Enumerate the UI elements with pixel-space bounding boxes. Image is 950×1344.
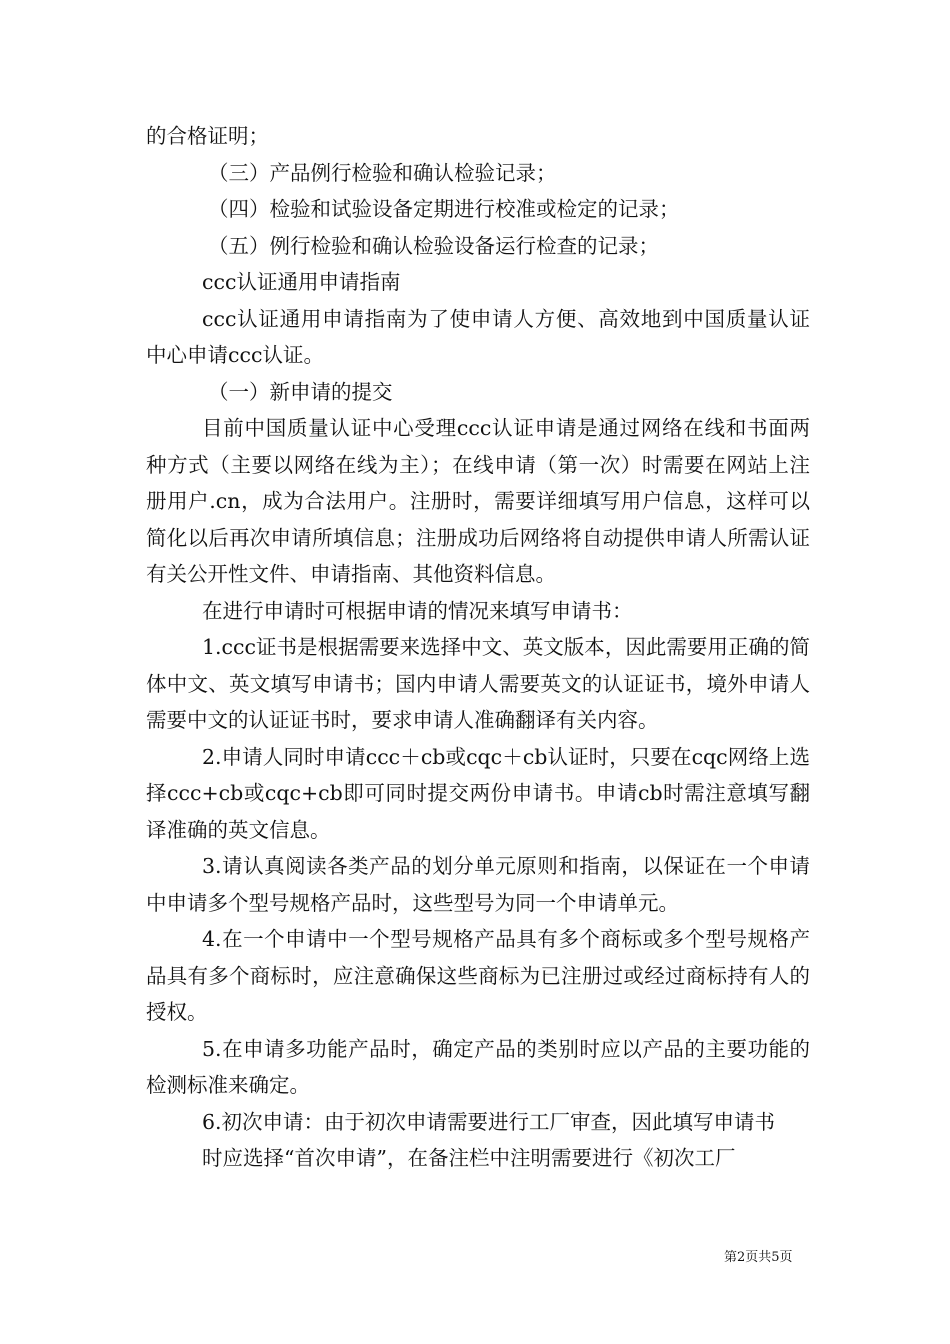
list-item: 5.在申请多功能产品时，确定产品的类别时应以产品的主要功能的检测标准来确定。 — [146, 1036, 810, 1097]
paragraph: （四）检验和试验设备定期进行校准或检定的记录； — [208, 197, 680, 221]
heading-text: ccc认证通用申请指南 — [202, 270, 401, 294]
paragraph: （五）例行检验和确认检验设备运行检查的记录； — [208, 233, 659, 258]
paragraph: ccc认证通用申请指南为了使申请人方便、高效地到中国质量认证中心申请ccc认证。 — [146, 306, 810, 367]
page-number: 第2页共5页 — [724, 1250, 793, 1265]
paragraph: 在进行申请时可根据申请的情况来填写申请书： — [202, 598, 633, 623]
list-item: 1.ccc证书是根据需要来选择中文、英文版本，因此需要用正确的简体中文、英文填写申请书；国内申请人需要英文的认证证书，境外申请人需要中文的认证证书时，要求申请人准确翻译有关内容。 — [146, 635, 810, 732]
paragraph: （三）产品例行检验和确认检验记录； — [208, 160, 557, 185]
paragraph: 时应选择“首次申请”，在备注栏中注明需要进行《初次工厂 — [202, 1146, 736, 1170]
list-item: 3.请认真阅读各类产品的划分单元原则和指南，以保证在一个申请中申请多个型号规格产品时，这些型号为同一个申请单元。 — [146, 854, 810, 915]
subheading-text: （一）新申请的提交 — [208, 379, 393, 404]
list-item: 6.初次申请：由于初次申请需要进行工厂审查，因此填写申请书 — [202, 1109, 776, 1134]
list-item: 2.申请人同时申请ccc＋cb或cqc＋cb认证时，只要在cqc网络上选择ccc+cb或cqc+cb即可同时提交两份申请书。申请cb时需注意填写翻译准确的英文信息。 — [146, 744, 810, 842]
paragraph: 目前中国质量认证中心受理ccc认证申请是通过网络在线和书面两种方式（主要以网络在线为主）；在线申请（第一次）时需要在网站上注册用户.cn，成为合法用户。注册时，需要详细填写用户信息，这样可以简化以后再次申请所填信息；注册成功后网络将自动提供申请人所需认证有关公开性文件、申请指南、其他资料信息。 — [146, 416, 810, 586]
paragraph: 的合格证明； — [146, 124, 269, 148]
list-item: 4.在一个申请中一个型号规格产品具有多个商标或多个型号规格产品具有多个商标时，应注意确保这些商标为已注册过或经过商标持有人的授权。 — [146, 927, 810, 1024]
document-body — [146, 118, 810, 1177]
